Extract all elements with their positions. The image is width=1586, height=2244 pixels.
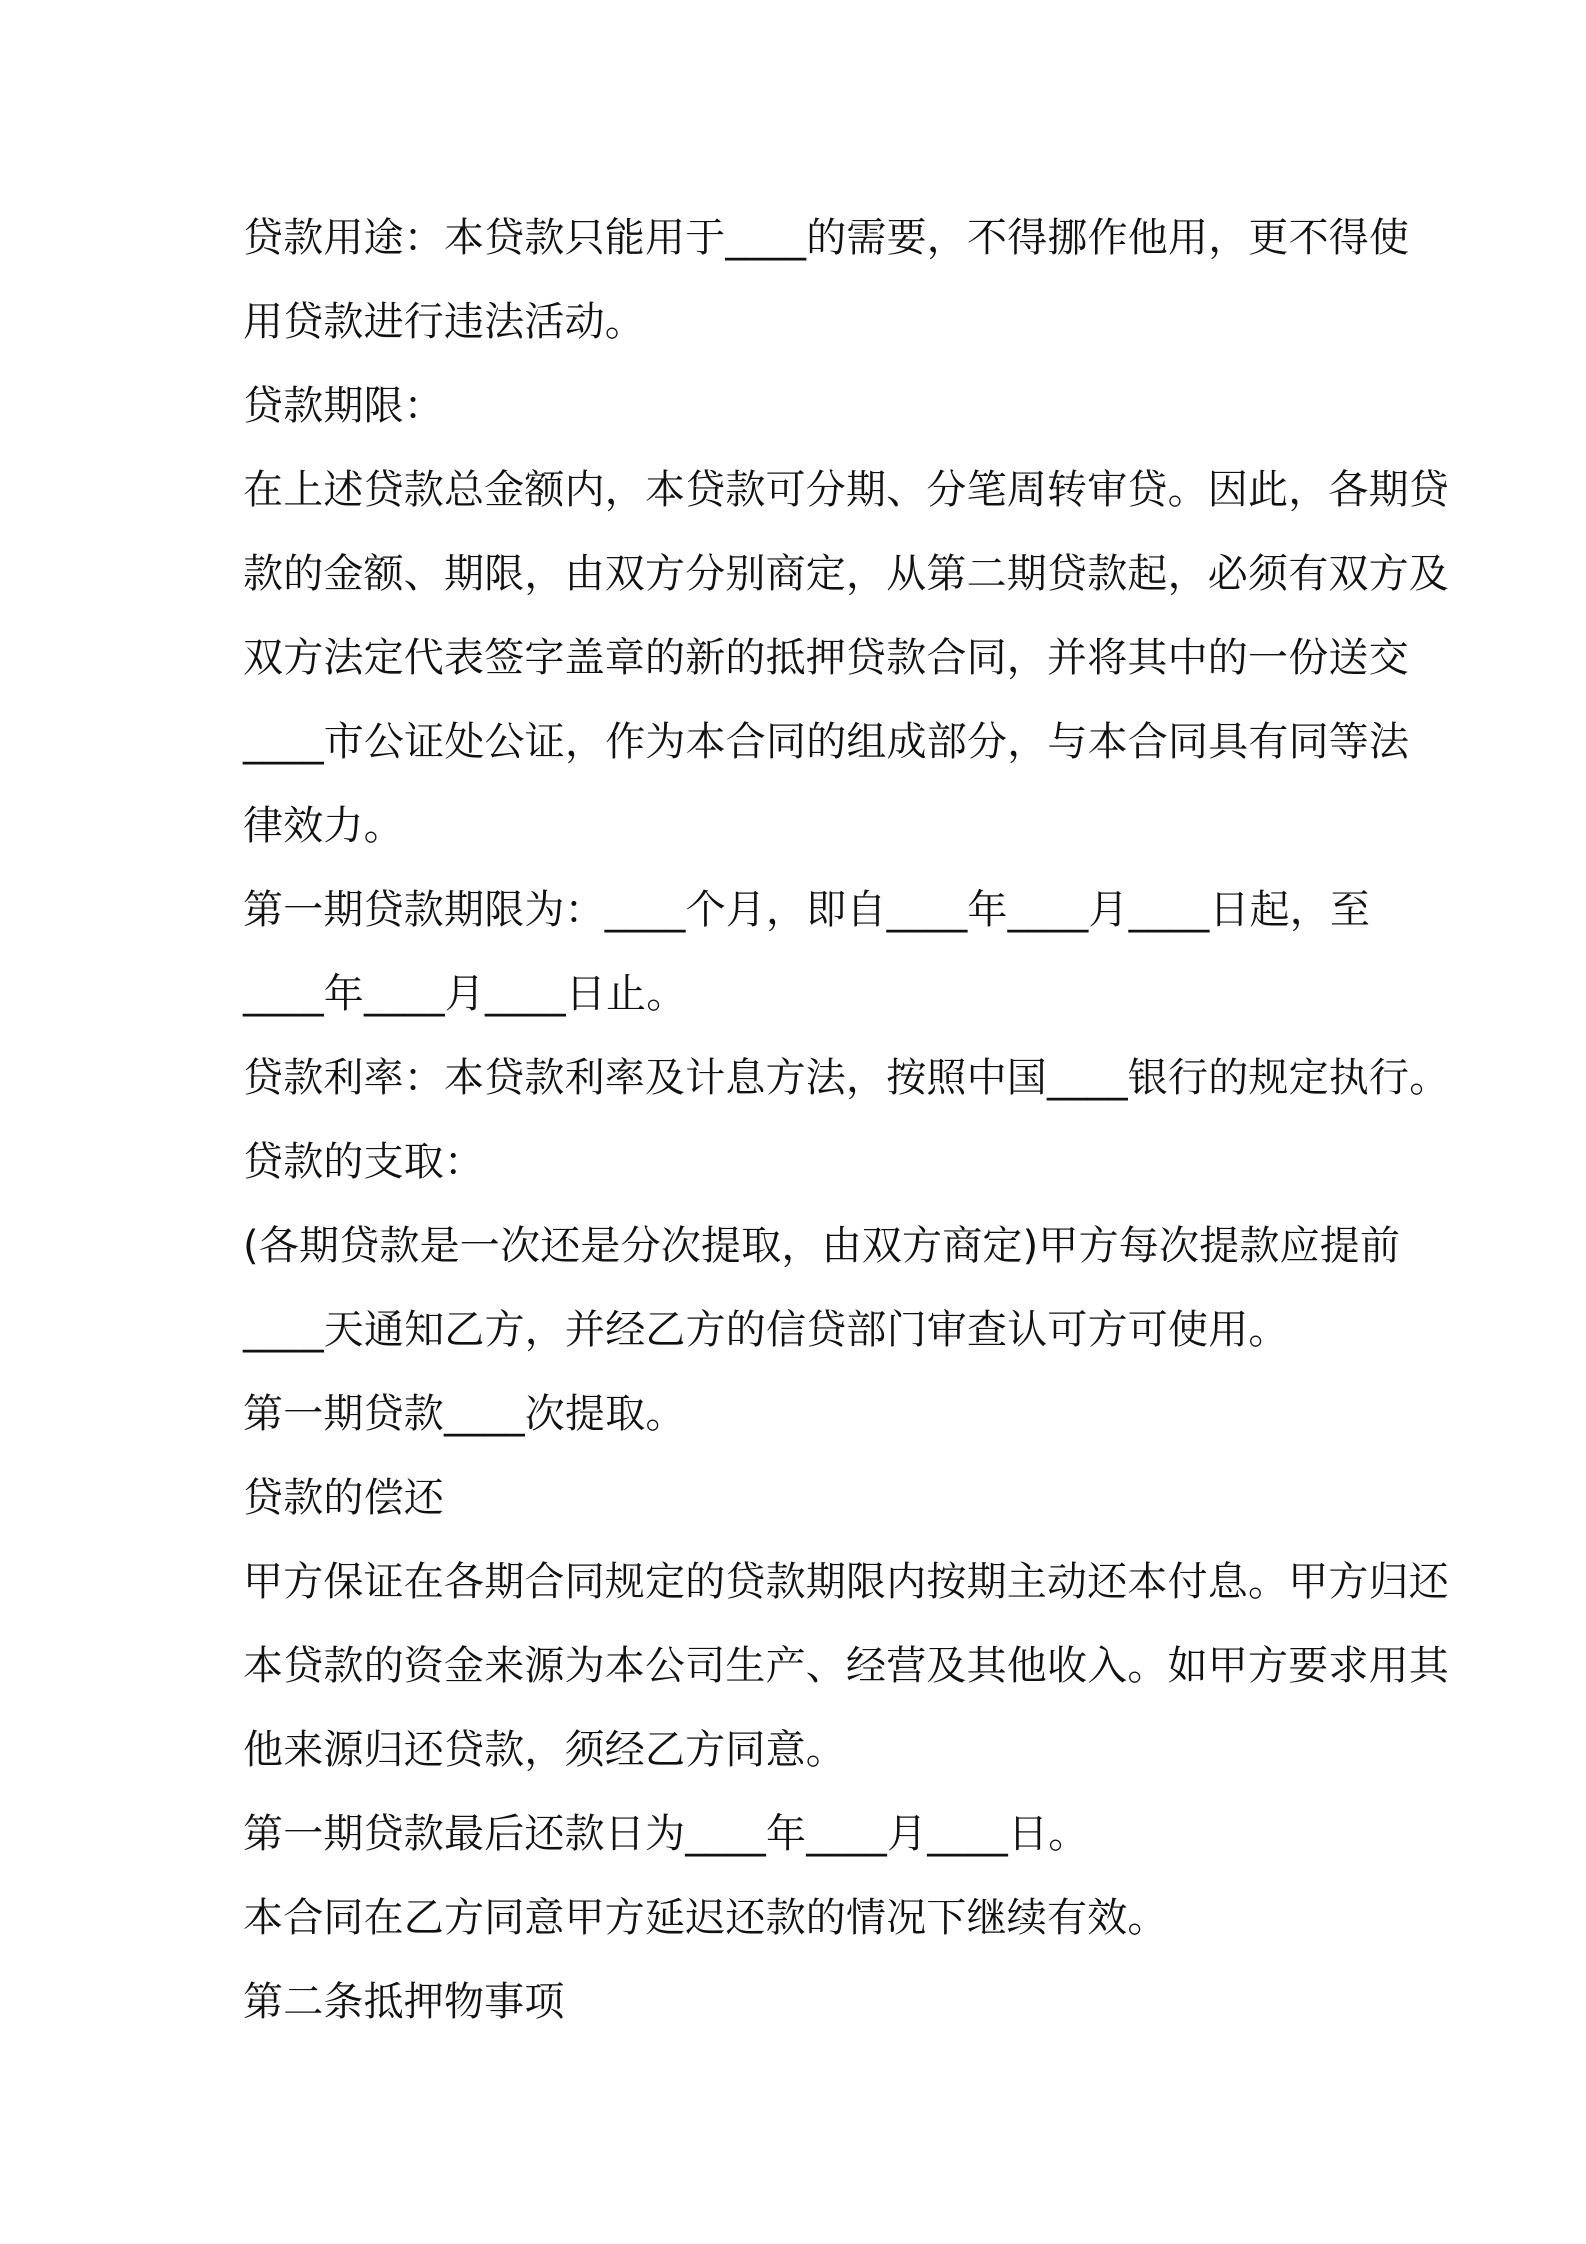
- text-line: 款的金额、期限，由双方分别商定，从第二期贷款起，必须有双方及: [243, 551, 1449, 597]
- text-line: 在上述贷款总金额内，本贷款可分期、分笔周转审贷。因此，各期贷: [243, 467, 1449, 513]
- text-line-repayment-heading: 贷款的偿还: [243, 1475, 444, 1521]
- text-line-loan-purpose-cont: 用贷款进行违法活动。: [243, 299, 645, 345]
- text-line-loan-term-heading: 贷款期限：: [243, 383, 444, 429]
- text-line-interest-rate: 贷款利率：本贷款利率及计息方法，按照中国____银行的规定执行。: [243, 1055, 1450, 1101]
- text-line: 本贷款的资金来源为本公司生产、经营及其他收入。如甲方要求用其: [243, 1643, 1449, 1689]
- text-line: ____天通知乙方，并经乙方的信贷部门审查认可方可使用。: [243, 1307, 1289, 1353]
- text-line-loan-purpose: 贷款用途：本贷款只能用于____的需要，不得挪作他用，更不得使: [243, 215, 1410, 261]
- text-line-withdrawal-heading: 贷款的支取：: [243, 1139, 485, 1185]
- text-line: 双方法定代表签字盖章的新的抵押贷款合同，并将其中的一份送交: [243, 635, 1409, 681]
- text-line: 甲方保证在各期合同规定的贷款期限内按期主动还本付息。甲方归还: [243, 1559, 1449, 1605]
- text-line-first-term-cont: ____年____月____日止。: [243, 971, 687, 1017]
- text-line: 他来源归还贷款，须经乙方同意。: [243, 1727, 846, 1773]
- text-line-first-withdrawal: 第一期贷款____次提取。: [243, 1391, 686, 1437]
- text-line: 律效力。: [243, 803, 404, 849]
- text-line: (各期贷款是一次还是分次提取，由双方商定)甲方每次提款应提前: [243, 1223, 1401, 1269]
- text-line-final-repayment-date: 第一期贷款最后还款日为____年____月____日。: [243, 1811, 1089, 1857]
- contract-text-body: [243, 196, 1450, 2044]
- text-line-first-term: 第一期贷款期限为：____个月，即自____年____月____日起，至: [243, 887, 1371, 933]
- section-heading-article-two: 第二条抵押物事项: [243, 1979, 565, 2025]
- text-line: ____市公证处公证，作为本合同的组成部分，与本合同具有同等法: [243, 719, 1410, 765]
- text-line-extension-validity: 本合同在乙方同意甲方延迟还款的情况下继续有效。: [243, 1895, 1168, 1941]
